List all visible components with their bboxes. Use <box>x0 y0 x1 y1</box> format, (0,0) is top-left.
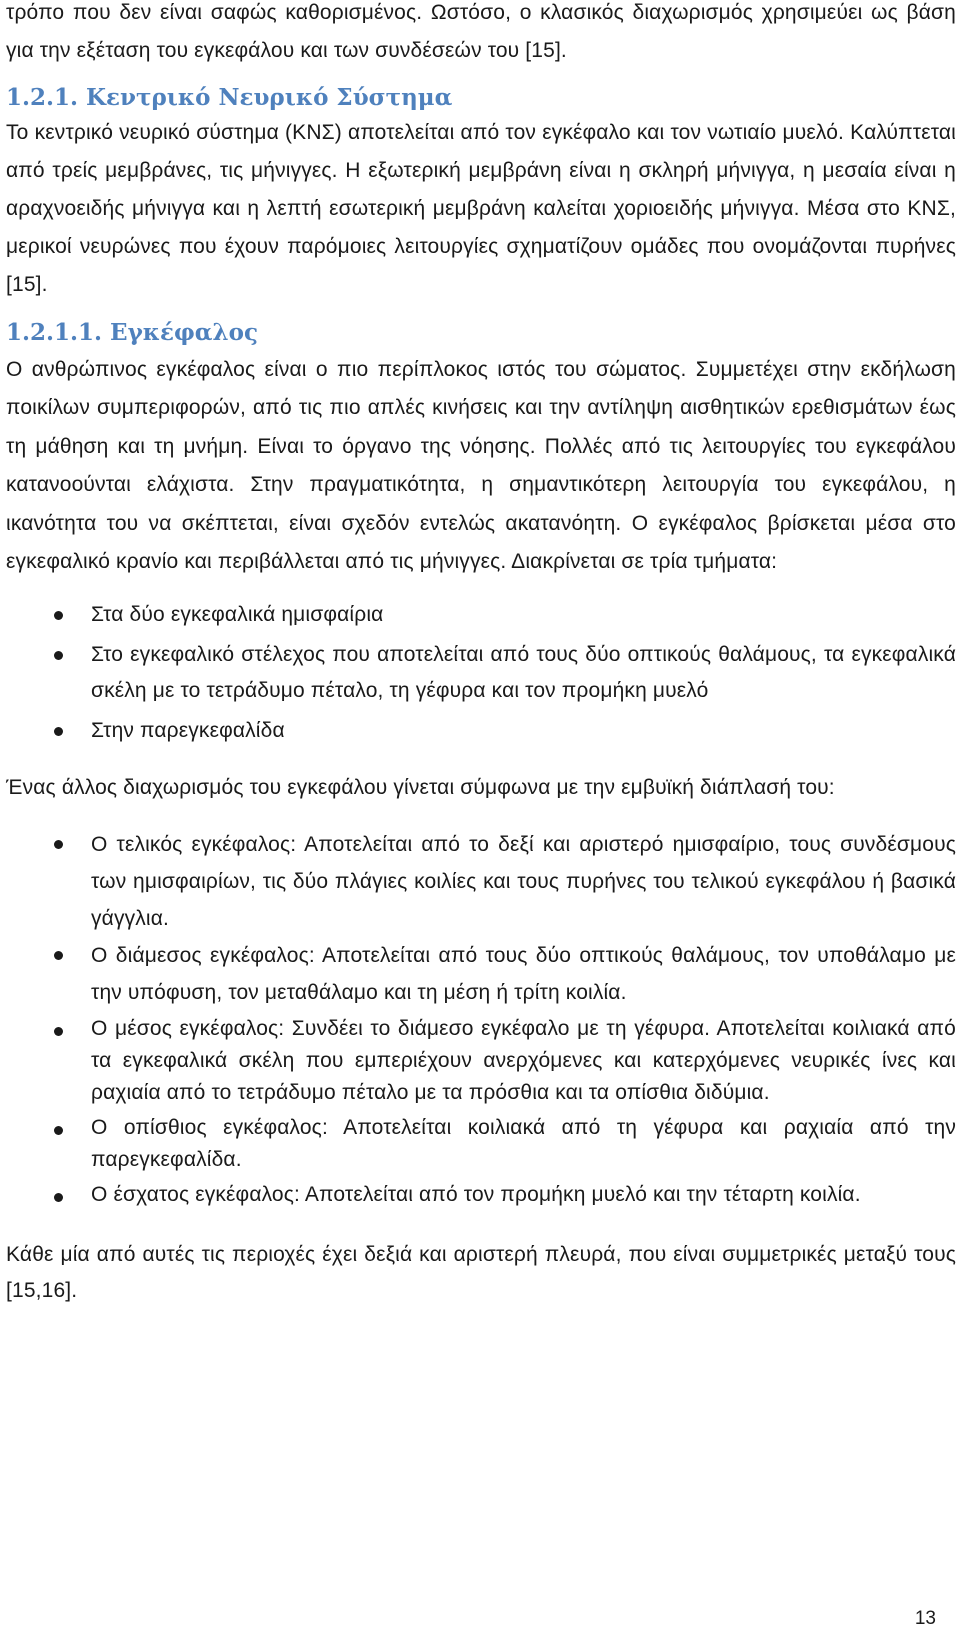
list-item: Ο διάμεσος εγκέφαλος: Αποτελείται από τους δύο οπτικούς θαλάμους, τον υποθάλαμο με την υπόφυση, τον μεταθάλαμο και τη μέση ή τρίτη κοιλία. <box>6 937 956 1011</box>
section-heading-cns: 1.2.1. Κεντρικό Νευρικό Σύστημα <box>6 84 453 111</box>
list-item: Ο οπίσθιος εγκέφαλος: Αποτελείται κοιλιακά από τη γέφυρα και ραχιαία από την παρεγκεφαλίδα. <box>6 1112 956 1176</box>
bullet-icon <box>51 713 65 749</box>
list-item: Ο μέσος εγκέφαλος: Συνδέει το διάμεσο εγκέφαλο με τη γέφυρα. Αποτελείται κοιλιακά από τα εγκεφαλικά σκέλη που εμπεριέχουν ανερχόμενες και κατερχόμενες νευρικές ίνες και ραχιαία από το τετράδυμο πέταλο με τα πρόσθια και τα οπίσθια διδύμια. <box>6 1013 956 1109</box>
bullet-icon <box>51 1179 65 1215</box>
list-item: Ο τελικός εγκέφαλος: Αποτελείται από το δεξί και αριστερό ημισφαίριο, τους συνδέσμους των ημισφαιρίων, τις δύο πλάγιες κοιλίες και τους πυρήνες του τελικού εγκεφάλου ή βασικά γάγγλια. <box>6 826 956 937</box>
closing-paragraph: Κάθε μία από αυτές τις περιοχές έχει δεξιά και αριστερή πλευρά, που είναι συμμετρικές μεταξύ τους [15,16]. <box>6 1243 956 1303</box>
list-item: Στο εγκεφαλικό στέλεχος που αποτελείται από τους δύο οπτικούς θαλάμους, τα εγκεφαλικά σκέλη με το τετράδυμο πέταλο, τη γέφυρα και τον προμήκη μυελό <box>6 637 956 709</box>
list-item: Στα δύο εγκεφαλικά ημισφαίρια <box>6 597 956 633</box>
embryo-parts-list <box>6 826 956 1211</box>
page-number: 13 <box>914 1608 936 1629</box>
bullet-icon <box>51 1013 65 1049</box>
list-item: Ο έσχατος εγκέφαλος: Αποτελείται από τον προμήκη μυελό και την τέταρτη κοιλία. <box>6 1179 956 1211</box>
brain-paragraph: Ο ανθρώπινος εγκέφαλος είναι ο πιο περίπλοκος ιστός του σώματος. Συμμετέχει στην εκδήλωση ποικίλων συμπεριφορών, από τις πιο απλές κινήσεις και την αντίληψη αισθητικών ερεθισμάτων έως τη μάθηση και τη μνήμη. Είναι το όργανο της νόησης. Πολλές από τις λειτουργίες του εγκεφάλου κατανοούνται ελάχιστα. Στην πραγματικότητα, η σημαντικότερη λειτουργία του εγκεφάλου, η ικανότητα του να σκέπτεται, είναι σχεδόν εντελώς ακατανόητη. Ο εγκέφαλος βρίσκεται μέσα στο εγκεφαλικό κρανίο και περιβάλλεται από τις μήνιγγες. Διακρίνεται σε τρία τμήματα: <box>6 358 956 574</box>
section-heading-brain: 1.2.1.1. Εγκέφαλος <box>6 319 258 346</box>
bullet-icon <box>51 597 65 633</box>
bullet-icon <box>51 1112 65 1148</box>
intro-paragraph: τρόπο που δεν είναι σαφώς καθορισμένος. Ωστόσο, ο κλασικός διαχωρισμός χρησιμεύει ως βάση για την εξέταση του εγκεφάλου και των συνδέσεών του [15]. <box>6 1 956 62</box>
bullet-icon <box>51 937 65 973</box>
bullet-icon <box>51 826 65 862</box>
bullet-icon <box>51 637 65 673</box>
embryo-intro-paragraph: Ένας άλλος διαχωρισμός του εγκεφάλου γίνεται σύμφωνα με την εμβυϊκή διάπλασή του: <box>6 776 835 800</box>
brain-parts-list <box>6 597 956 749</box>
cns-paragraph: Το κεντρικό νευρικό σύστημα (ΚΝΣ) αποτελείται από τον εγκέφαλο και τον νωτιαίο μυελό. Καλύπτεται από τρείς μεμβράνες, τις μήνιγγες. Η εξωτερική μεμβράνη είναι η σκληρή μήνιγγα, η μεσαία είναι η αραχνοειδής μήνιγγα και η λεπτή εσωτερική μεμβράνη καλείται χοριοειδής μήνιγγα. Μέσα στο ΚΝΣ, μερικοί νευρώνες που έχουν παρόμοιες λειτουργίες σχηματίζουν ομάδες που ονομάζονται πυρήνες [15]. <box>6 121 956 296</box>
list-item: Στην παρεγκεφαλίδα <box>6 713 956 749</box>
document-page <box>6 0 956 1309</box>
